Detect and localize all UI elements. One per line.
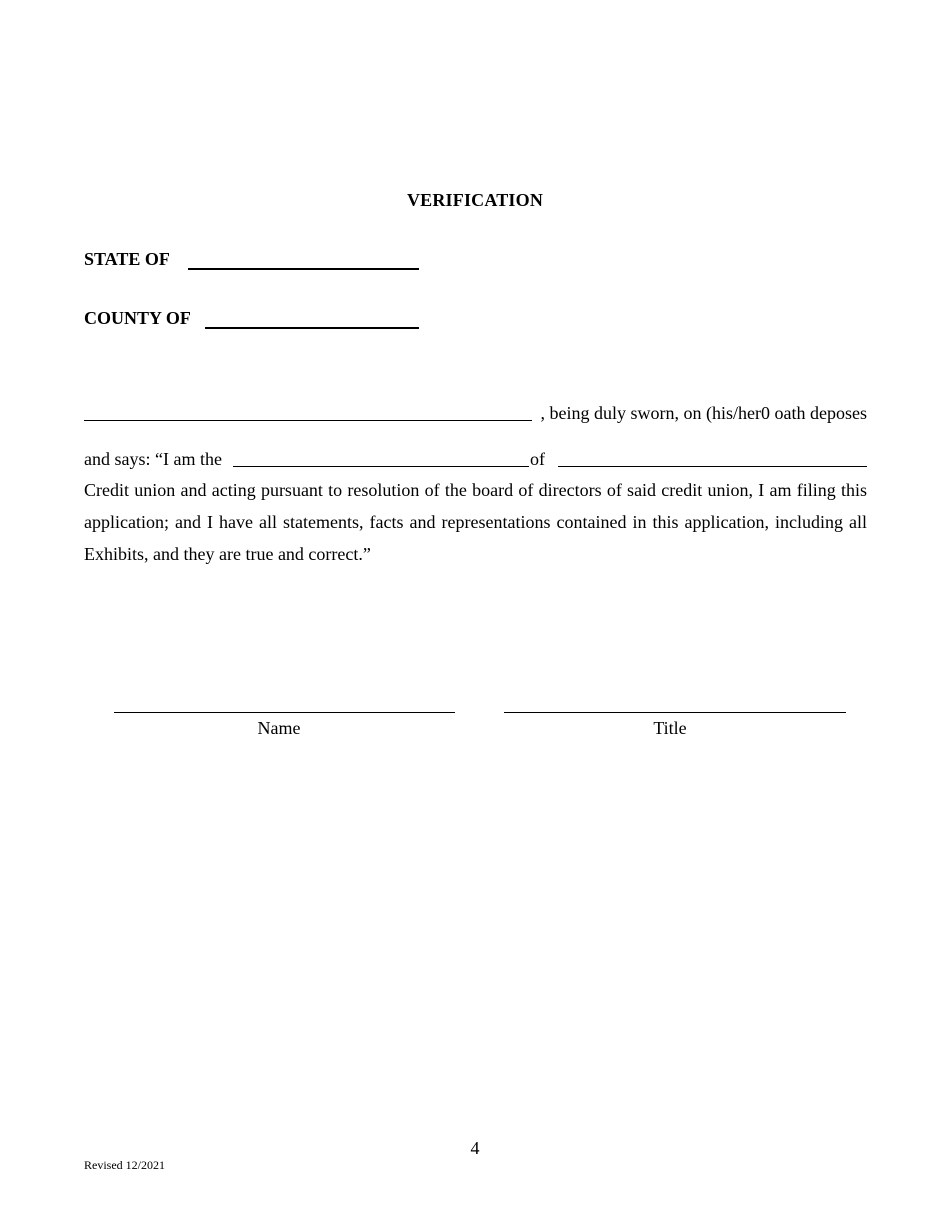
says-prefix-text: and says: “I am the bbox=[84, 449, 222, 469]
title-label: Title bbox=[653, 718, 687, 738]
of-text: of bbox=[530, 449, 545, 469]
page-title: VERIFICATION bbox=[406, 190, 544, 210]
affiant-name-field[interactable] bbox=[84, 420, 532, 421]
credit-union-name-field[interactable] bbox=[558, 466, 867, 467]
title-signature-line[interactable] bbox=[504, 712, 846, 713]
position-field[interactable] bbox=[233, 466, 529, 467]
page-number: 4 bbox=[470, 1138, 480, 1158]
revised-date: Revised 12/2021 bbox=[84, 1158, 165, 1172]
verification-paragraph: Credit union and acting pursuant to resolution of the board of directors of said credit union, I am filing this application; and I have all statements, facts and representations contained in this application, including all Exhibits, and they are true and correct.” bbox=[84, 480, 867, 564]
county-field[interactable] bbox=[205, 327, 419, 329]
name-label: Name bbox=[257, 718, 301, 738]
name-signature-line[interactable] bbox=[114, 712, 455, 713]
sworn-statement-text: , being duly sworn, on (his/her0 oath deposes bbox=[540, 403, 867, 423]
county-label: COUNTY OF bbox=[84, 308, 191, 328]
state-field[interactable] bbox=[188, 268, 419, 270]
state-label: STATE OF bbox=[84, 249, 170, 269]
